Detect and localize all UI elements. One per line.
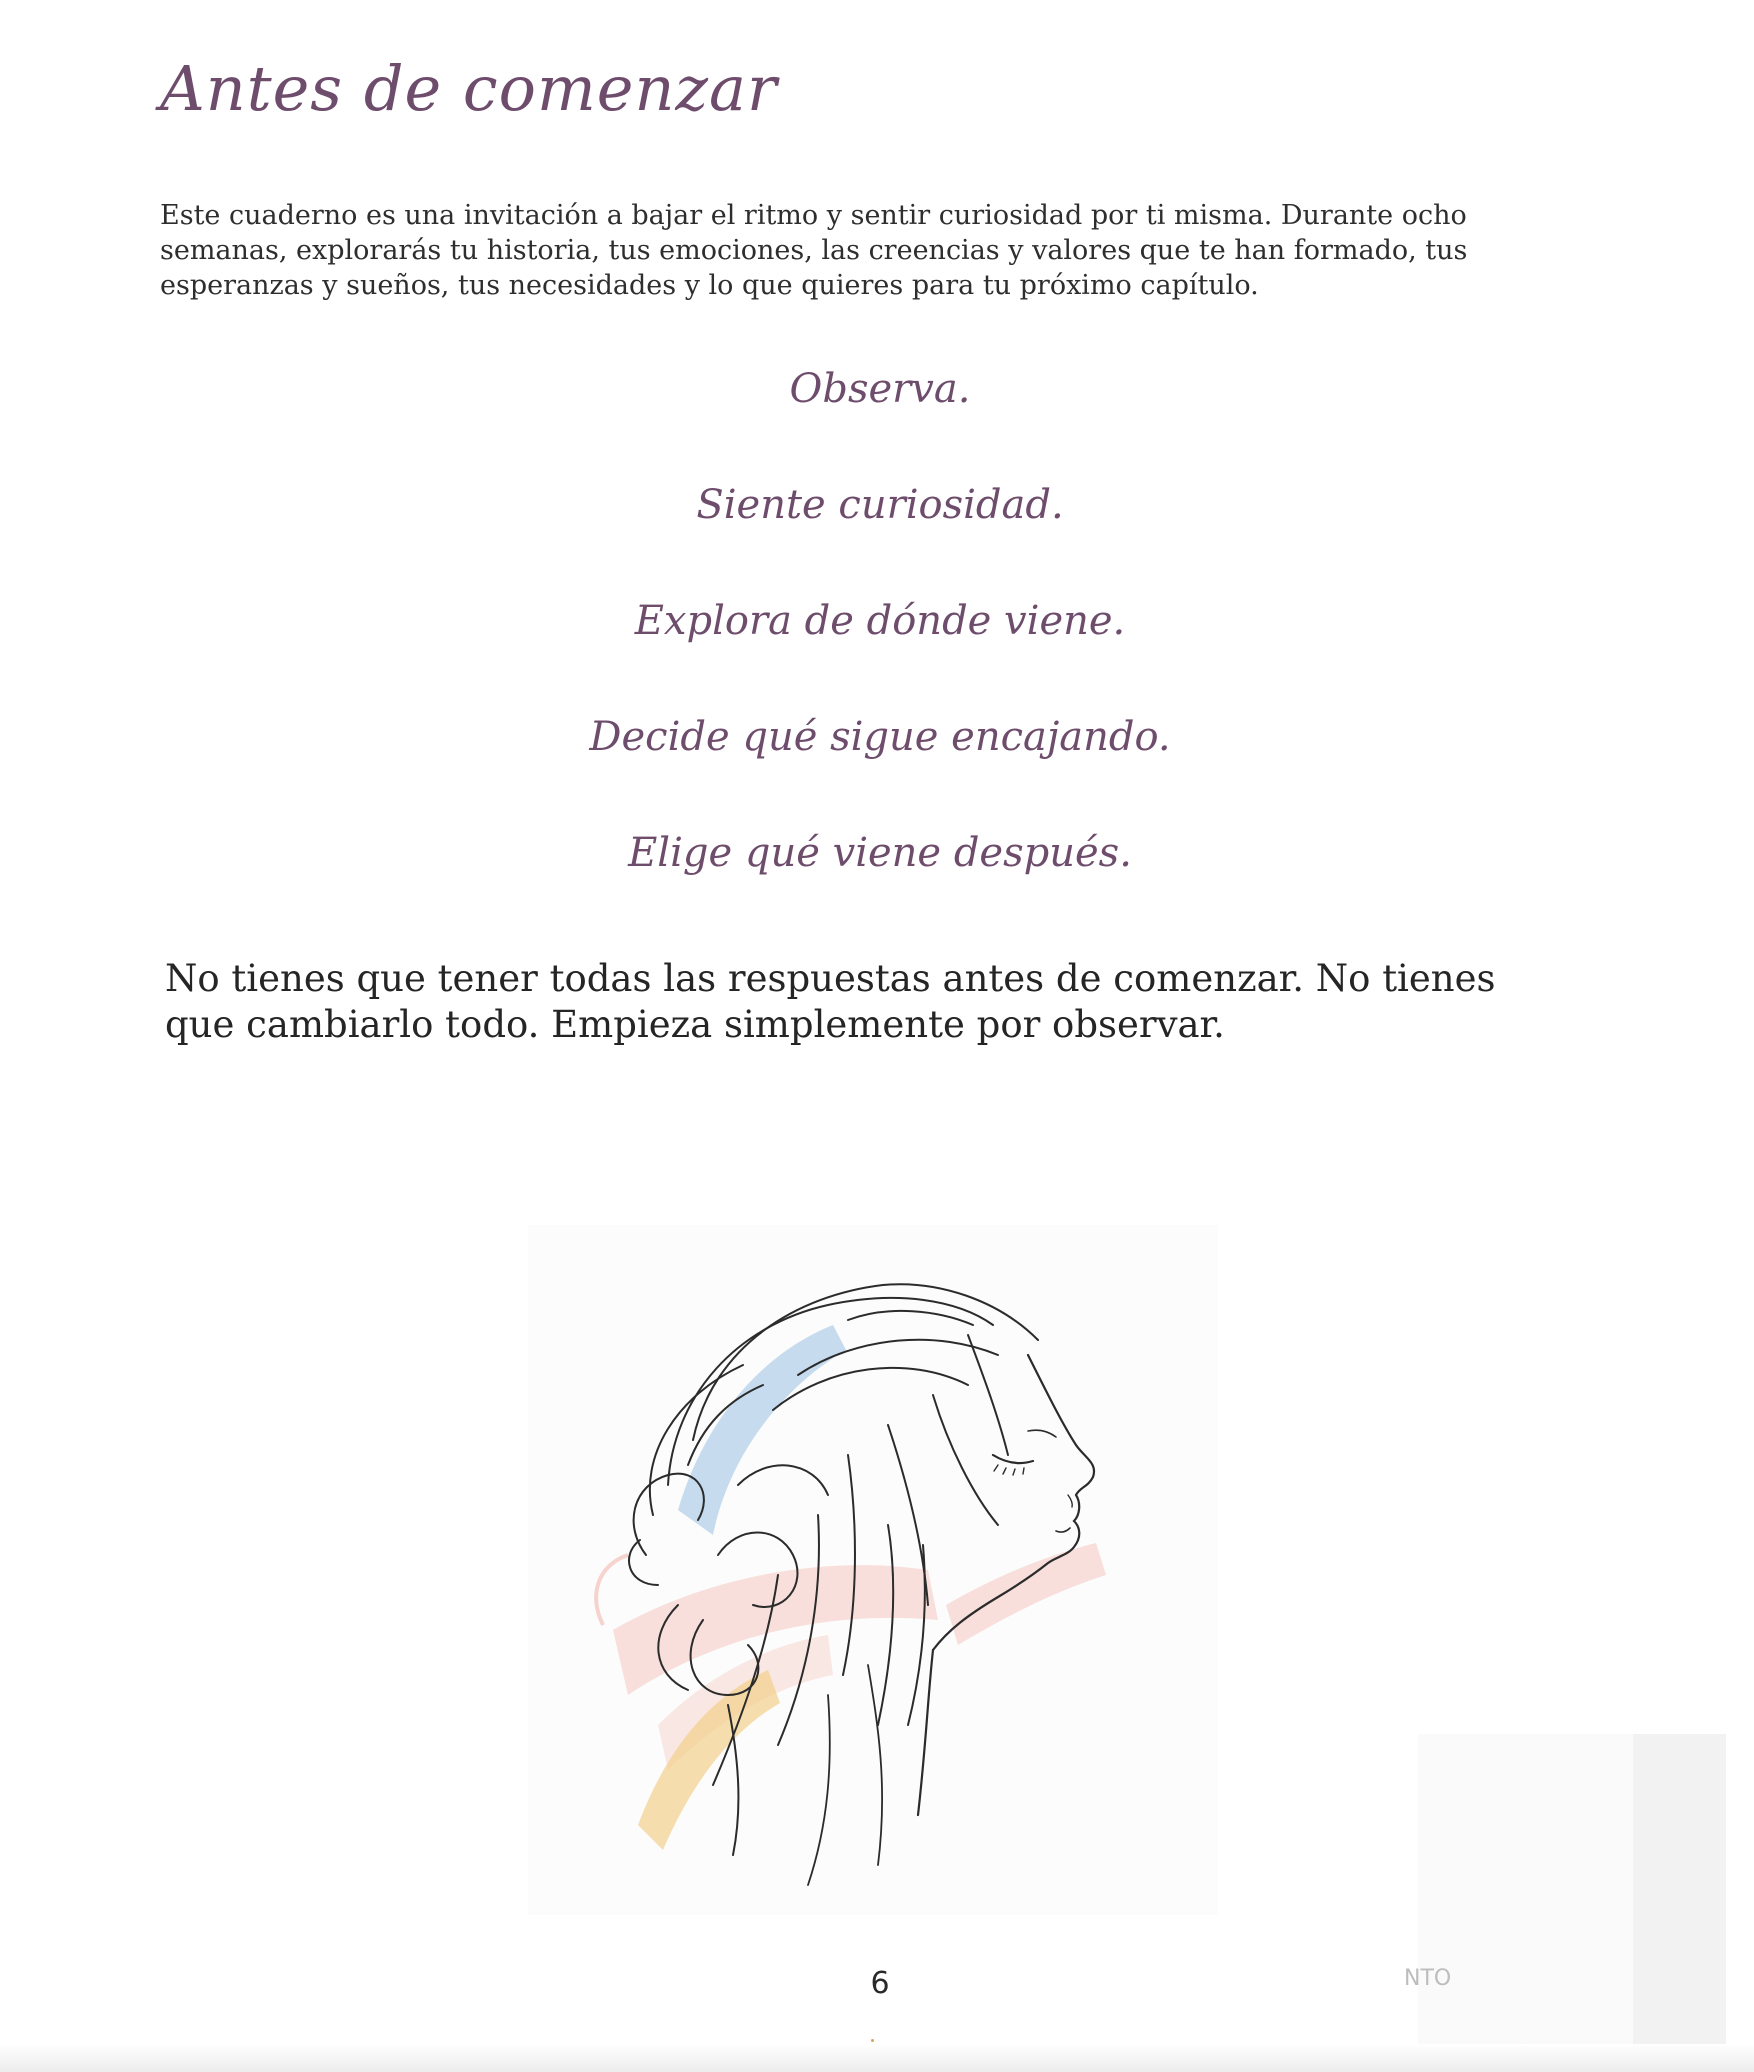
woman-profile-illustration: [528, 1225, 1218, 1915]
coral-accent-curve: [596, 1555, 628, 1625]
page-title: Antes de comenzar: [160, 52, 778, 125]
page-number: 6: [870, 1966, 890, 2001]
bottom-shadow: [0, 2044, 1754, 2072]
intro-paragraph: Este cuaderno es una invitación a bajar el ritmo y sentir curiosidad por ti misma. Durante ocho semanas, explorarás tu historia, tus emociones, las creencias y valores que te han formado, tus esperanzas y sueños, tus necesidades y lo que quieres para tu próximo capítulo.: [160, 200, 1468, 301]
step-observe: Observa.: [789, 366, 971, 412]
illustration-drawing: [528, 1225, 1218, 1915]
pink-watercolor-stroke-right: [946, 1543, 1106, 1645]
neck-lines: [808, 1665, 882, 1885]
step-explore: Explora de dónde viene.: [634, 598, 1126, 644]
adjacent-page-fragment: NTO: [1404, 1966, 1452, 1991]
closing-paragraph: No tienes que tener todas las respuestas antes de comenzar. No tienes que cambiarlo todo. Empieza simplemente por observar.: [165, 957, 1496, 1046]
step-curiosity: Siente curiosidad.: [696, 482, 1064, 528]
steps-list: [360, 356, 1400, 936]
step-choose: Elige qué viene después.: [628, 830, 1132, 876]
footer-dot: [871, 2039, 874, 2042]
adjacent-page-shade: [1633, 1734, 1726, 2072]
step-decide: Decide qué sigue encajando.: [589, 714, 1171, 760]
